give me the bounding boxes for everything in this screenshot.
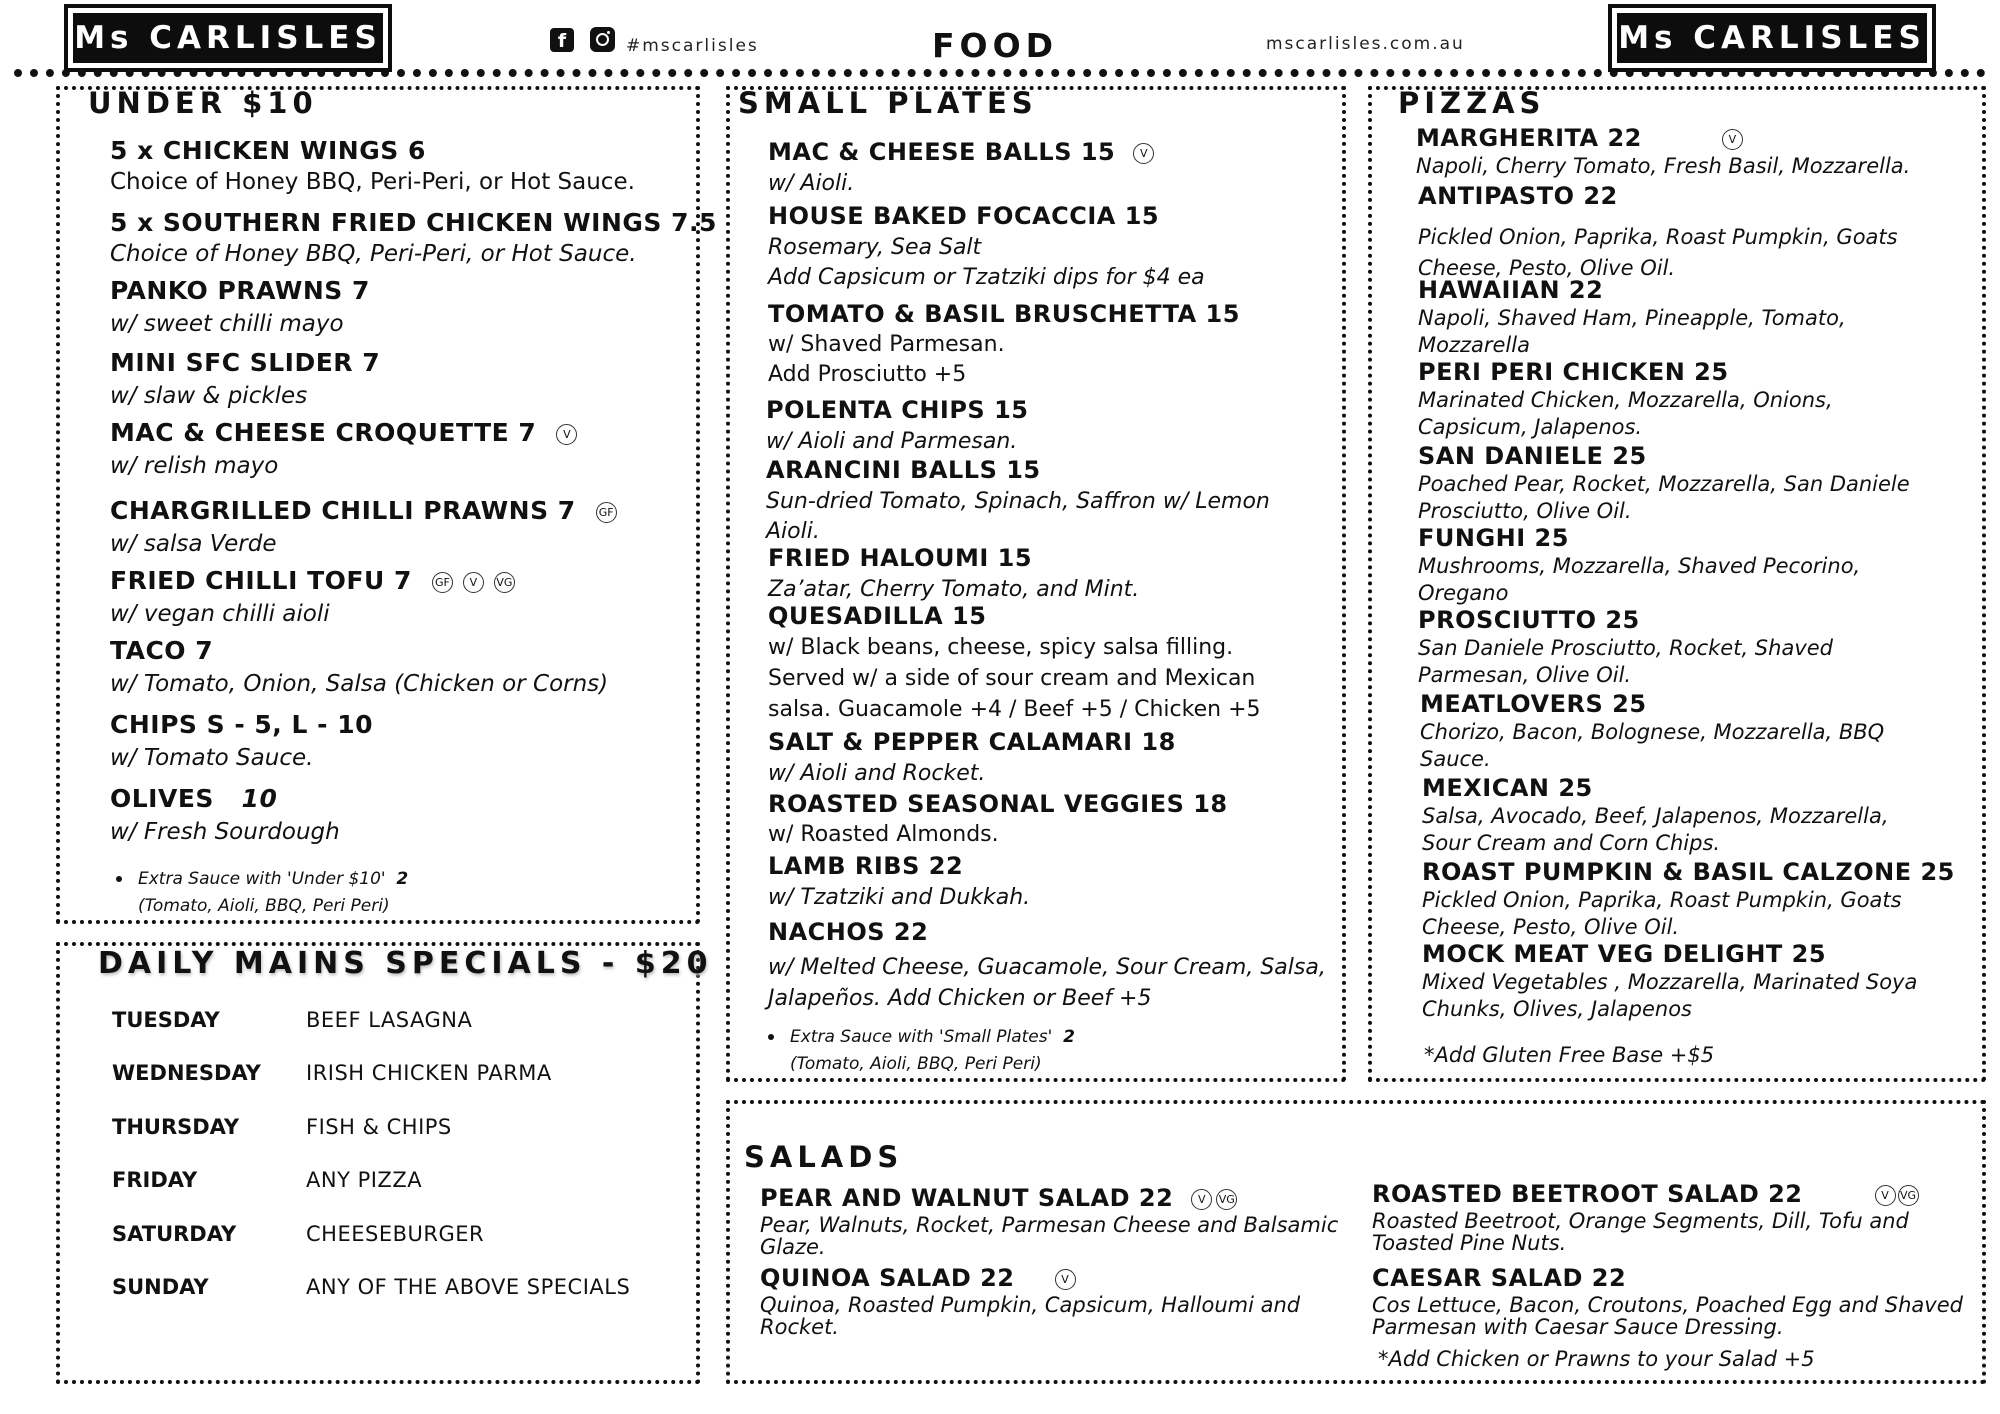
item-name: FUNGHI 25 xyxy=(1418,524,1569,552)
item-desc: w/ Aioli. xyxy=(768,171,855,196)
menu-item xyxy=(1418,182,1898,284)
item-desc: Add Prosciutto +5 xyxy=(768,362,967,387)
note-text: Extra Sauce with 'Under $10' xyxy=(138,869,386,889)
item-desc: Roasted Beetroot, Orange Segments, Dill, Tofu and xyxy=(1372,1209,1909,1233)
menu-item xyxy=(110,418,577,482)
item-desc: Parmesan with Caesar Sauce Dressing. xyxy=(1372,1315,1784,1339)
item-name: FRIED CHILLI TOFU 7 xyxy=(110,566,412,595)
item-desc: Mushrooms, Mozzarella, Shaved Pecorino, xyxy=(1418,554,1861,578)
special-day: THURSDAY xyxy=(112,1115,240,1139)
item-desc: Marinated Chicken, Mozzarella, Onions, xyxy=(1418,388,1833,412)
menu-item xyxy=(110,784,340,848)
item-name: MEATLOVERS 25 xyxy=(1420,690,1647,718)
item-desc: Parmesan, Olive Oil. xyxy=(1418,663,1632,687)
item-desc: Napoli, Cherry Tomato, Fresh Basil, Mozzarella. xyxy=(1416,154,1911,178)
facebook-icon[interactable]: f xyxy=(550,28,574,52)
item-desc: w/ Aioli and Rocket. xyxy=(768,761,986,786)
menu-item xyxy=(766,396,1028,455)
item-desc: w/ Tzatziki and Dukkah. xyxy=(768,885,1031,910)
item-desc: Napoli, Shaved Ham, Pineapple, Tomato, xyxy=(1418,306,1846,330)
menu-item xyxy=(1422,858,1955,939)
item-desc: Chorizo, Bacon, Bolognese, Mozzarella, BBQ xyxy=(1420,720,1885,744)
item-desc: w/ Melted Cheese, Guacamole, Sour Cream, Salsa, xyxy=(768,955,1326,980)
menu-item xyxy=(768,202,1205,291)
vegetarian-icon: V xyxy=(1133,143,1154,164)
item-desc: w/ Shaved Parmesan. xyxy=(768,332,1005,357)
item-desc: Cos Lettuce, Bacon, Croutons, Poached Egg and Shaved xyxy=(1372,1293,1963,1317)
menu-item xyxy=(110,566,515,630)
item-name: MAC & CHEESE CROQUETTE 7 xyxy=(110,418,537,447)
gluten-free-note: *Add Gluten Free Base +$5 xyxy=(1424,1043,1715,1067)
item-desc: Choice of Honey BBQ, Peri-Peri, or Hot Sauce. xyxy=(110,169,635,195)
item-name: PANKO PRAWNS 7 xyxy=(110,276,370,305)
item-name: ROASTED SEASONAL VEGGIES 18 xyxy=(768,790,1228,818)
item-desc: salsa. Guacamole +4 / Beef +5 / Chicken +5 xyxy=(768,697,1261,722)
item-desc: Glaze. xyxy=(760,1235,826,1259)
menu-item xyxy=(1372,1264,1963,1338)
item-desc: Pear, Walnuts, Rocket, Parmesan Cheese and Balsamic xyxy=(760,1213,1339,1237)
item-desc: w/ slaw & pickles xyxy=(110,383,308,409)
item-name: ANTIPASTO 22 xyxy=(1418,182,1618,210)
menu-item xyxy=(1420,690,1884,771)
logo-text: Ms CARLISLES xyxy=(1618,20,1926,56)
item-name: CHARGRILLED CHILLI PRAWNS 7 xyxy=(110,496,576,525)
item-desc: Quinoa, Roasted Pumpkin, Capsicum, Halloumi and xyxy=(760,1293,1301,1317)
item-name: ARANCINI BALLS 15 xyxy=(766,456,1041,484)
item-desc: w/ vegan chilli aioli xyxy=(110,601,330,627)
vegetarian-icon: V xyxy=(1055,1269,1076,1290)
instagram-icon[interactable] xyxy=(590,27,615,52)
item-name: HAWAIIAN 22 xyxy=(1418,276,1604,304)
item-name: TACO 7 xyxy=(110,636,214,665)
item-desc: Chunks, Olives, Jalapenos xyxy=(1422,997,1692,1021)
item-name: ROASTED BEETROOT SALAD 22 xyxy=(1372,1180,1803,1208)
item-desc: Pickled Onion, Paprika, Roast Pumpkin, Goats xyxy=(1422,888,1902,912)
vegetarian-icon: V xyxy=(1722,129,1743,150)
menu-item xyxy=(768,544,1139,603)
item-name: 5 x CHICKEN WINGS 6 xyxy=(110,136,426,165)
menu-item xyxy=(110,208,717,270)
menu-item xyxy=(110,636,608,700)
item-desc: Salsa, Avocado, Beef, Jalapenos, Mozzarella, xyxy=(1422,804,1889,828)
menu-item xyxy=(110,276,370,340)
menu-item xyxy=(766,456,1270,545)
item-name: MINI SFC SLIDER 7 xyxy=(110,348,381,377)
menu-item xyxy=(1418,442,1910,523)
item-desc: Served w/ a side of sour cream and Mexican xyxy=(768,666,1256,691)
item-name: 5 x SOUTHERN FRIED CHICKEN WINGS 7.5 xyxy=(110,208,717,237)
special-dish: ANY OF THE ABOVE SPECIALS xyxy=(306,1275,631,1299)
website-link[interactable]: mscarlisles.com.au xyxy=(1266,34,1465,54)
item-desc: Sun-dried Tomato, Spinach, Saffron w/ Lemon xyxy=(766,489,1270,514)
note-sub: (Tomato, Aioli, BBQ, Peri Peri) xyxy=(138,896,390,916)
special-day: FRIDAY xyxy=(112,1168,198,1192)
menu-item xyxy=(1418,606,1833,687)
item-name: CAESAR SALAD 22 xyxy=(1372,1264,1627,1292)
vegetarian-icon: V xyxy=(556,424,577,445)
vegan-icon: VG xyxy=(1216,1189,1237,1210)
extra-sauce-note xyxy=(116,866,408,920)
menu-item xyxy=(110,348,380,412)
special-dish: ANY PIZZA xyxy=(306,1168,423,1192)
item-name: PEAR AND WALNUT SALAD 22 xyxy=(760,1184,1174,1212)
item-desc: Jalapeños. Add Chicken or Beef +5 xyxy=(768,986,1152,1011)
item-desc: Mixed Vegetables , Mozzarella, Marinated Soya xyxy=(1422,970,1918,994)
item-name: SAN DANIELE 25 xyxy=(1418,442,1647,470)
vegan-icon: VG xyxy=(1898,1185,1919,1206)
item-desc: Sour Cream and Corn Chips. xyxy=(1422,831,1721,855)
under10-title: UNDER $10 xyxy=(88,86,318,120)
special-dish: BEEF LASAGNA xyxy=(306,1008,473,1032)
menu-item xyxy=(768,728,1176,787)
menu-item xyxy=(1416,124,1910,178)
item-desc: Capsicum, Jalapenos. xyxy=(1418,415,1643,439)
menu-item xyxy=(1422,774,1889,855)
item-name: NACHOS 22 xyxy=(768,918,929,946)
note-price: 2 xyxy=(1063,1027,1075,1047)
item-name: SALT & PEPPER CALAMARI 18 xyxy=(768,728,1176,756)
item-desc: w/ Tomato Sauce. xyxy=(110,745,314,771)
salads-title: SALADS xyxy=(744,1140,904,1174)
hashtag: #mscarlisles xyxy=(626,36,759,56)
item-price: 10 xyxy=(241,784,278,813)
menu-item xyxy=(768,852,1030,911)
menu-item xyxy=(768,918,1326,1014)
menu-item xyxy=(760,1184,1338,1258)
item-desc: Aioli. xyxy=(766,519,820,544)
item-desc: San Daniele Prosciutto, Rocket, Shaved xyxy=(1418,636,1833,660)
item-desc: Prosciutto, Olive Oil. xyxy=(1418,499,1632,523)
special-dish: FISH & CHIPS xyxy=(306,1115,452,1139)
bullet-icon xyxy=(768,1034,774,1040)
item-name: TOMATO & BASIL BRUSCHETTA 15 xyxy=(768,300,1240,328)
gluten-free-icon: GF xyxy=(432,572,453,593)
item-desc: w/ Tomato, Onion, Salsa (Chicken or Corns) xyxy=(110,671,609,697)
item-name: MAC & CHEESE BALLS 15 xyxy=(768,138,1116,166)
item-desc: Oregano xyxy=(1418,581,1509,605)
vegetarian-icon: V xyxy=(1875,1185,1896,1206)
bullet-icon xyxy=(116,876,122,882)
extra-sauce-note xyxy=(768,1024,1075,1078)
header-divider xyxy=(14,69,1986,77)
menu-item xyxy=(1372,1180,1919,1254)
specials-title: DAILY MAINS SPECIALS - $20 xyxy=(98,946,713,981)
item-desc: Sauce. xyxy=(1420,747,1491,771)
item-name: QUINOA SALAD 22 xyxy=(760,1264,1015,1292)
item-desc: Rocket. xyxy=(760,1315,839,1339)
item-desc: w/ salsa Verde xyxy=(110,531,277,557)
item-name: POLENTA CHIPS 15 xyxy=(766,396,1029,424)
special-dish: CHEESEBURGER xyxy=(306,1222,485,1246)
menu-item xyxy=(760,1264,1300,1338)
menu-item xyxy=(768,138,1154,197)
item-desc: Rosemary, Sea Salt xyxy=(768,235,982,260)
note-price: 2 xyxy=(396,869,409,889)
item-name: MOCK MEAT VEG DELIGHT 25 xyxy=(1422,940,1827,968)
menu-item xyxy=(768,790,1228,850)
item-name: CHIPS S - 5, L - 10 xyxy=(110,710,373,739)
item-name: HOUSE BAKED FOCACCIA 15 xyxy=(768,202,1160,230)
item-desc: Za’atar, Cherry Tomato, and Mint. xyxy=(768,577,1140,602)
item-desc: w/ Black beans, cheese, spicy salsa filling. xyxy=(768,635,1234,660)
menu-item xyxy=(1418,276,1846,357)
pizzas-title: PIZZAS xyxy=(1398,86,1546,120)
note-sub: (Tomato, Aioli, BBQ, Peri Peri) xyxy=(790,1054,1042,1074)
item-desc: Cheese, Pesto, Olive Oil. xyxy=(1422,915,1680,939)
special-dish: IRISH CHICKEN PARMA xyxy=(306,1061,552,1085)
item-desc: w/ Aioli and Parmesan. xyxy=(766,429,1018,454)
salad-addon-note: *Add Chicken or Prawns to your Salad +5 xyxy=(1378,1347,1815,1371)
item-desc: w/ sweet chilli mayo xyxy=(110,311,344,337)
special-day: WEDNESDAY xyxy=(112,1061,261,1085)
item-name: MEXICAN 25 xyxy=(1422,774,1593,802)
item-desc: Mozzarella xyxy=(1418,333,1530,357)
item-name: PERI PERI CHICKEN 25 xyxy=(1418,358,1729,386)
item-name: MARGHERITA 22 xyxy=(1416,124,1642,152)
menu-item xyxy=(1422,940,1917,1021)
item-name: ROAST PUMPKIN & BASIL CALZONE 25 xyxy=(1422,858,1955,886)
item-name: FRIED HALOUMI 15 xyxy=(768,544,1033,572)
vegan-icon: VG xyxy=(494,572,515,593)
item-desc: w/ Fresh Sourdough xyxy=(110,819,340,845)
vegetarian-icon: V xyxy=(1191,1189,1212,1210)
logo-left xyxy=(68,8,388,68)
menu-item xyxy=(110,710,373,774)
item-desc: Toasted Pine Nuts. xyxy=(1372,1231,1567,1255)
menu-item xyxy=(768,300,1240,390)
special-day: TUESDAY xyxy=(112,1008,220,1032)
item-name: OLIVES xyxy=(110,784,214,813)
item-desc: Choice of Honey BBQ, Peri-Peri, or Hot Sauce. xyxy=(110,241,637,267)
vegetarian-icon: V xyxy=(463,572,484,593)
logo-right xyxy=(1612,8,1932,68)
item-name: PROSCIUTTO 25 xyxy=(1418,606,1640,634)
menu-item xyxy=(768,602,1261,725)
special-day: SUNDAY xyxy=(112,1275,209,1299)
gluten-free-icon: GF xyxy=(596,502,617,523)
item-desc: w/ Roasted Almonds. xyxy=(768,822,999,847)
item-desc: w/ relish mayo xyxy=(110,453,279,479)
small-plates-title: SMALL PLATES xyxy=(738,86,1038,120)
item-desc: Pickled Onion, Paprika, Roast Pumpkin, Goats xyxy=(1418,225,1898,249)
item-desc: Poached Pear, Rocket, Mozzarella, San Daniele xyxy=(1418,472,1910,496)
special-day: SATURDAY xyxy=(112,1222,237,1246)
menu-item xyxy=(1418,524,1860,605)
item-name: QUESADILLA 15 xyxy=(768,602,987,630)
menu-item xyxy=(110,496,617,560)
note-text: Extra Sauce with 'Small Plates' xyxy=(790,1027,1053,1047)
item-desc: Cheese, Pesto, Olive Oil. xyxy=(1418,256,1676,280)
logo-text: Ms CARLISLES xyxy=(74,20,382,56)
page-title: FOOD xyxy=(932,26,1059,65)
menu-item xyxy=(110,136,635,198)
menu-item xyxy=(1418,358,1833,439)
item-desc: Add Capsicum or Tzatziki dips for $4 ea xyxy=(768,265,1205,290)
item-name: LAMB RIBS 22 xyxy=(768,852,964,880)
